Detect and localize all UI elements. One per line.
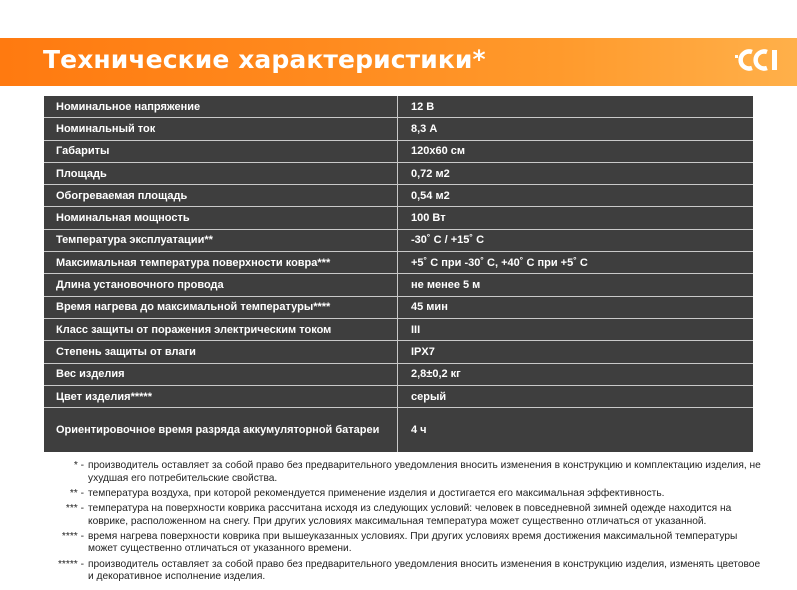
spec-value: 4 ч <box>411 424 427 437</box>
spec-label: Длина установочного провода <box>44 274 398 295</box>
spec-label: Номинальная мощность <box>44 207 398 228</box>
spec-row <box>44 408 753 452</box>
spec-label: Вес изделия <box>44 364 398 385</box>
spec-label: Максимальная температура поверхности ковра*** <box>44 252 398 273</box>
spec-row <box>44 297 753 319</box>
footnote-mark: **** - <box>61 530 84 542</box>
spec-value: 45 мин <box>411 301 448 314</box>
spec-row <box>44 319 753 341</box>
spec-value: 100 Вт <box>411 212 446 225</box>
spec-label: Цвет изделия***** <box>44 386 398 407</box>
spec-row <box>44 252 753 274</box>
spec-row <box>44 96 753 118</box>
footnote-mark: ** - <box>69 487 84 499</box>
spec-value: +5˚ С при -30˚ С, +40˚ С при +5˚ С <box>411 256 588 269</box>
spec-label: Габариты <box>44 141 398 162</box>
spec-value: 120х60 см <box>411 145 466 158</box>
footnote-text: производитель оставляет за собой право без предварительного уведомления вносить изменения в конструкцию и комплектацию изделия, не ухудшая его потребительские свойства. <box>88 460 761 484</box>
spec-label: Степень защиты от влаги <box>44 341 398 362</box>
spec-row <box>44 141 753 163</box>
spec-label: Температура эксплуатации** <box>44 230 398 251</box>
spec-row <box>44 207 753 229</box>
spec-value: -30˚ С / +15˚ С <box>411 234 485 247</box>
footnote-text: производитель оставляет за собой право без предварительного уведомления вносить изменения в конструкцию изделия, изменять цветовое и декоративное исполнение изделия. <box>88 558 761 583</box>
spec-row <box>44 386 753 408</box>
spec-row <box>44 274 753 296</box>
spec-row <box>44 364 753 386</box>
spec-label: Ориентировочное время разряда аккумуляторной батареи <box>44 408 398 452</box>
spec-value: серый <box>411 390 447 403</box>
spec-row <box>44 341 753 363</box>
spec-row <box>44 163 753 185</box>
footnote-text: температура воздуха, при которой рекомендуется применение изделия и достигается его максимальная эффективность. <box>88 487 665 499</box>
footnote-text: температура на поверхности коврика рассчитана исходя из следующих условий: человек в повседневной зимней одежде находится на коврике, расположенном на снегу. При других условиях максимальная температура может существенно отличаться от указанной. <box>88 502 732 527</box>
footnote <box>44 559 764 584</box>
spec-value: 0,72 м2 <box>411 167 450 180</box>
spec-label: Время нагрева до максимальной температуры**** <box>44 297 398 318</box>
spec-value: 12 В <box>411 100 435 113</box>
spec-label: Обогреваемая площадь <box>44 185 398 206</box>
spec-value: 0,54 м2 <box>411 189 450 202</box>
footnote-mark: *** - <box>65 502 84 514</box>
spec-value: III <box>411 323 421 336</box>
specs-table <box>44 96 753 452</box>
footnote <box>44 531 764 556</box>
cci-logo <box>734 46 790 74</box>
spec-label: Номинальный ток <box>44 118 398 139</box>
spec-row <box>44 185 753 207</box>
spec-value: 8,3 А <box>411 122 438 135</box>
header-banner <box>0 38 797 86</box>
spec-value: IPX7 <box>411 345 435 358</box>
spec-value: 2,8±0,2 кг <box>411 368 461 381</box>
spec-row <box>44 118 753 140</box>
footnote <box>44 503 764 528</box>
footnote <box>44 488 764 501</box>
page-title: Технические характеристики* <box>43 45 486 74</box>
footnote-mark: * - <box>73 460 84 471</box>
footnote-text: время нагрева поверхности коврика при вышеуказанных условиях. При других условиях время достижения максимальной температуры может существенно отличаться от указанного времени. <box>88 530 738 555</box>
spec-row <box>44 230 753 252</box>
spec-value: не менее 5 м <box>411 279 481 292</box>
footnote <box>44 460 764 485</box>
spec-label: Номинальное напряжение <box>44 96 398 117</box>
footnotes <box>44 460 764 586</box>
spec-label: Класс защиты от поражения электрическим током <box>44 319 398 340</box>
footnote-mark: ***** - <box>57 558 84 570</box>
spec-label: Площадь <box>44 163 398 184</box>
